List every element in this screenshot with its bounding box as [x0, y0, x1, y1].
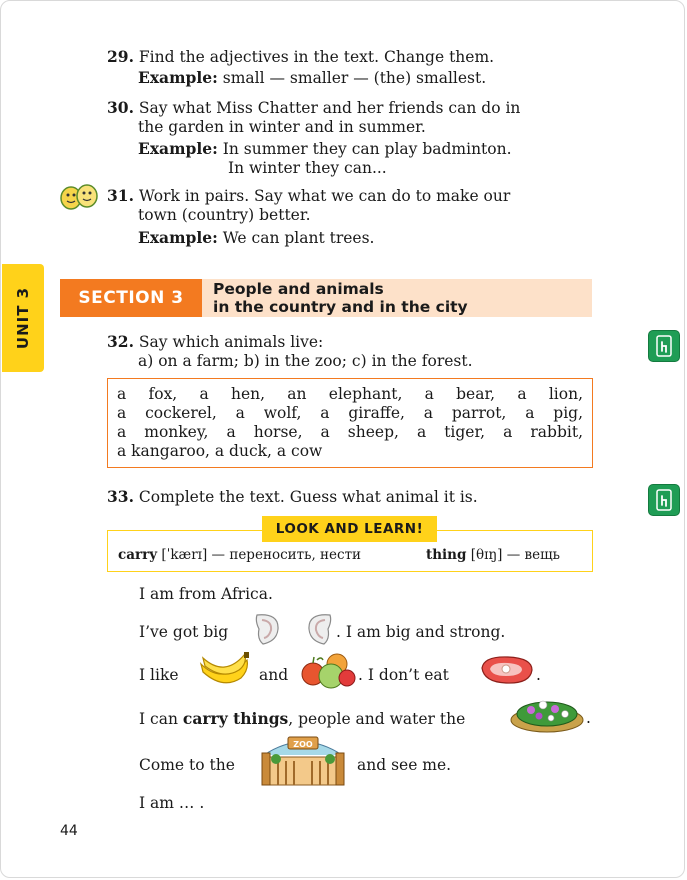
touch-exercise-icon[interactable] — [648, 484, 680, 516]
story-line-cont: and — [259, 666, 289, 684]
word-box-line: a fox, a hen, an elephant, a bear, a lion, — [117, 385, 583, 403]
story-text: I can — [139, 710, 178, 728]
section-title-line1: People and animals — [213, 280, 384, 298]
story-line — [139, 709, 465, 728]
exercise-number: 31. — [107, 186, 134, 205]
story-line-cont: and see me. — [357, 756, 452, 774]
exercise-number: 32. — [107, 332, 134, 351]
exercise-number: 33. — [107, 487, 134, 506]
touch-exercise-icon[interactable] — [648, 330, 680, 362]
hand-icon — [649, 485, 679, 515]
example-label: Example: — [138, 139, 218, 158]
flowerbed-icon — [509, 692, 585, 734]
example-text: In summer they can play badminton. — [222, 140, 512, 158]
story-line-cont: . — [536, 666, 541, 684]
exercise-instruction: Complete the text. Guess what animal it is. — [138, 488, 478, 506]
section-title — [213, 280, 593, 316]
zoo-gate-icon — [258, 731, 348, 787]
exercise-instruction: Find the adjectives in the text. Change them. — [138, 48, 495, 66]
fruit-icon — [299, 648, 357, 690]
story-line-cont: . I don’t eat — [358, 666, 449, 684]
ear-icon — [253, 611, 283, 647]
exercise-31 — [107, 186, 597, 248]
vocab-word: carry — [118, 547, 158, 563]
hand-icon — [649, 331, 679, 361]
exercise-instruction: Say which animals live: — [138, 333, 324, 351]
exercise-instruction-cont: a) on a farm; b) in the zoo; c) in the forest. — [138, 352, 473, 370]
example-text: We can plant trees. — [222, 229, 375, 247]
vocab-transcription: [ˈkærɪ] — [161, 547, 208, 563]
story-line: Come to the — [139, 756, 235, 774]
vocab-transcription: [θɪŋ] — [470, 547, 503, 563]
vocab-translation: — вещь — [506, 547, 561, 563]
word-box-line: a kangaroo, a duck, a cow — [117, 442, 323, 460]
vocab-entry-carry — [118, 547, 361, 563]
example-text: small — smaller — (the) smallest. — [222, 69, 487, 87]
exercise-30 — [107, 98, 597, 178]
vocab-word: thing — [426, 547, 467, 563]
example-label: Example: — [138, 68, 218, 87]
page-number: 44 — [60, 823, 78, 839]
animals-word-box — [107, 378, 593, 468]
vocab-entry-thing — [426, 547, 560, 563]
vocab-translation: — переносить, нести — [211, 547, 362, 563]
exercise-instruction-cont: the garden in winter and in summer. — [138, 118, 426, 136]
unit-tab — [2, 264, 44, 372]
look-and-learn-badge: LOOK AND LEARN! — [262, 516, 437, 542]
story-line: I’ve got big — [139, 623, 229, 641]
story-text: , people and water the — [288, 710, 466, 728]
banana-icon — [197, 650, 251, 690]
meat-icon — [478, 654, 536, 686]
example-text-cont: In winter they can... — [228, 159, 387, 177]
story-line: I like — [139, 666, 179, 684]
exercise-33 — [107, 487, 597, 507]
story-line: I am … . — [139, 794, 205, 812]
story-bold-phrase: carry things — [182, 709, 289, 728]
story-line-cont: . — [586, 709, 591, 727]
exercise-32 — [107, 332, 597, 371]
exercise-instruction: Say what Miss Chatter and her friends can do in — [138, 99, 521, 117]
pair-work-icon — [60, 183, 98, 211]
section-label: SECTION 3 — [60, 279, 202, 317]
word-box-line: a monkey, a horse, a sheep, a tiger, a rabbit, — [117, 423, 583, 441]
exercise-instruction: Work in pairs. Say what we can do to make our — [138, 187, 511, 205]
exercise-number: 29. — [107, 47, 134, 66]
exercise-29 — [107, 47, 597, 88]
exercise-instruction-cont: town (country) better. — [138, 206, 311, 224]
example-label: Example: — [138, 228, 218, 247]
zoo-sign-text: ZOO — [293, 740, 313, 749]
section-title-line2: in the country and in the city — [213, 298, 468, 316]
unit-label: UNIT 3 — [14, 286, 32, 350]
word-box-line: a cockerel, a wolf, a giraffe, a parrot, a pig, — [117, 404, 583, 422]
story-line-cont: . I am big and strong. — [336, 623, 506, 641]
exercise-number: 30. — [107, 98, 134, 117]
ear-icon — [304, 611, 334, 647]
story-line: I am from Africa. — [139, 585, 273, 603]
